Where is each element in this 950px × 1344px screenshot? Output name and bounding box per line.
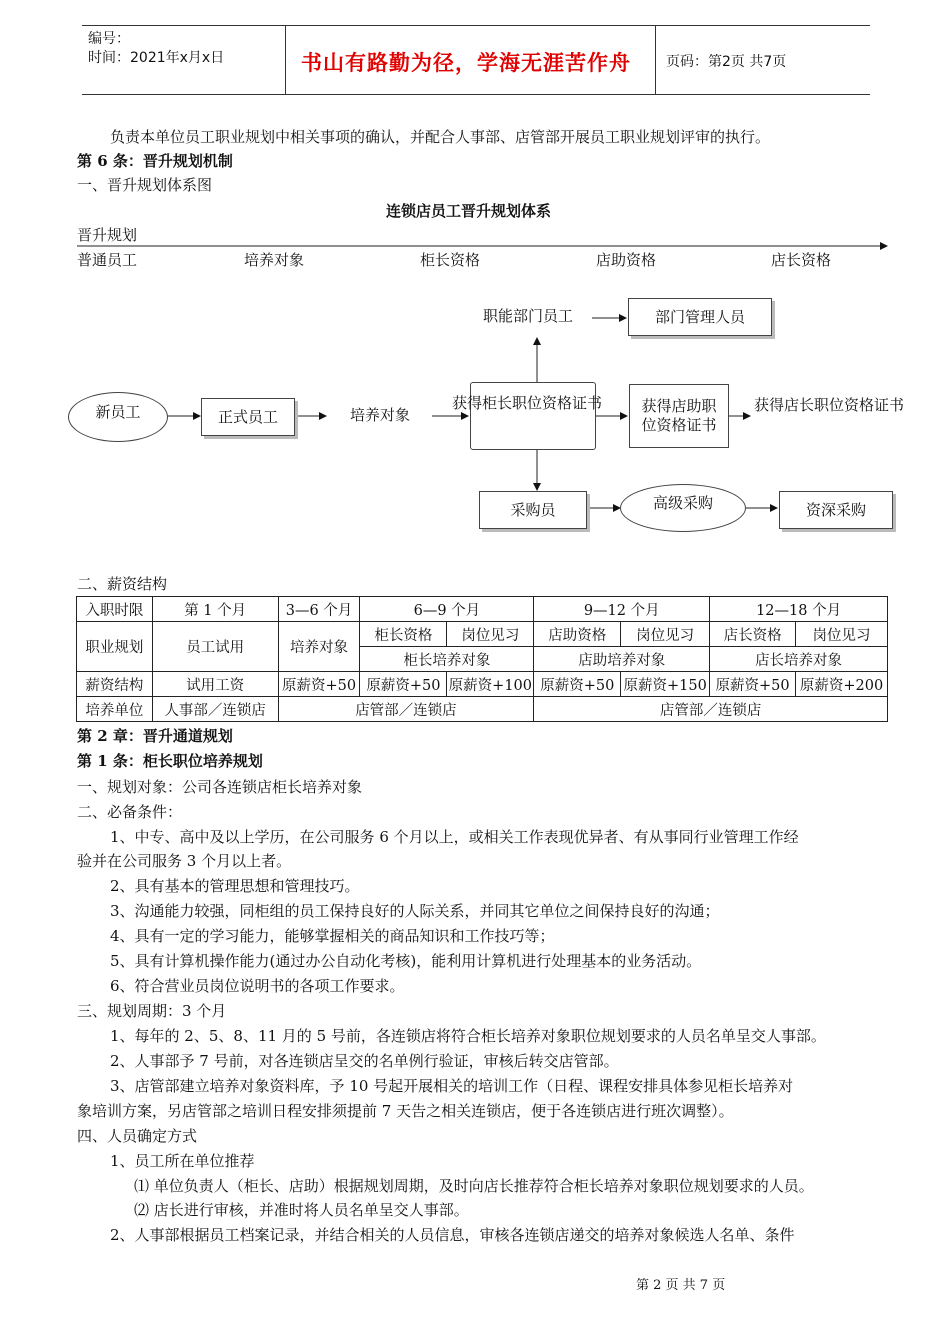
table-cell: 薪资结构 — [77, 672, 153, 697]
table-cell: 岗位见习 — [621, 622, 710, 647]
node-assistant-cert — [629, 384, 729, 448]
requirement-6: 6、符合营业员岗位说明书的各项工作要求。 — [110, 977, 405, 995]
table-cell: 店助培养对象 — [534, 647, 710, 672]
article6-section1: 一、晋升规划体系图 — [77, 176, 213, 194]
table-cell: 试用工资 — [152, 672, 278, 697]
node-assistant-cert-line2: 位资格证书 — [641, 416, 717, 434]
selection-method-1: 1、员工所在单位推荐 — [110, 1152, 255, 1170]
requirements-heading: 二、必备条件： — [77, 803, 183, 821]
diagram-connectors — [0, 0, 950, 560]
article6-title: 第 6 条：晋升规划机制 — [77, 152, 233, 170]
table-cell: 店长培养对象 — [710, 647, 888, 672]
chapter2-title: 第 2 章：晋升通道规划 — [77, 727, 233, 745]
node-assistant-cert-line1: 获得店助职 — [641, 397, 717, 415]
node-trainee: 培养对象 — [350, 406, 411, 424]
table-cell: 入职时限 — [77, 597, 153, 622]
serial-label: 编号： — [88, 31, 130, 47]
table-cell: 原薪资+50 — [278, 672, 360, 697]
salary-section-title: 二、薪资结构 — [77, 575, 168, 593]
node-buyer-label: 采购员 — [510, 500, 556, 519]
axis-label: 晋升规划 — [77, 226, 138, 244]
node-dept-manager-label: 部门管理人员 — [654, 307, 745, 326]
node-senior-buyer-label: 高级采购 — [652, 493, 713, 512]
cycle-step-3b: 象培训方案，另店管部之培训日程安排须提前 7 天告之相关连锁店，便于各连锁店进行班次调整）。 — [77, 1102, 734, 1120]
requirement-5: 5、具有计算机操作能力(通过办公自动化考核)，能利用计算机进行处理基本的业务活动。 — [110, 952, 702, 970]
table-cell: 店管部／连锁店 — [278, 697, 534, 722]
table-cell: 员工试用 — [152, 622, 278, 672]
plan-cycle-heading: 三、规划周期：3 个月 — [77, 1002, 227, 1020]
requirement-1b: 验并在公司服务 3 个月以上者。 — [77, 852, 292, 870]
stage-label: 店长资格 — [771, 251, 832, 269]
table-cell: 店管部／连锁店 — [534, 697, 888, 722]
table-cell: 6—9 个月 — [360, 597, 534, 622]
table-cell: 9—12 个月 — [534, 597, 710, 622]
table-row — [77, 622, 888, 647]
node-counter-cert-label: 获得柜长职位资格证书 — [452, 394, 603, 412]
requirement-1a: 1、中专、高中及以上学历，在公司服务 6 个月以上，或相关工作表现优异者、有从事同行业管理工作经 — [110, 828, 799, 846]
table-cell: 职业规划 — [77, 622, 153, 672]
salary-table — [76, 596, 888, 722]
table-cell: 人事部／连锁店 — [152, 697, 278, 722]
table-cell: 柜长培养对象 — [360, 647, 534, 672]
page-footer: 第 2 页 共 7 页 — [636, 1278, 726, 1293]
requirement-2: 2、具有基本的管理思想和管理技巧。 — [110, 877, 360, 895]
node-new-staff-label: 新员工 — [95, 402, 141, 421]
table-row — [77, 597, 888, 622]
stage-label: 普通员工 — [77, 251, 138, 269]
node-dept-manager — [628, 298, 772, 336]
node-regular-staff-label: 正式员工 — [217, 407, 278, 426]
node-veteran-buyer — [779, 491, 893, 529]
node-functional-staff: 职能部门员工 — [483, 307, 574, 325]
node-regular-staff — [201, 398, 295, 436]
table-cell: 12—18 个月 — [710, 597, 888, 622]
node-veteran-buyer-label: 资深采购 — [805, 500, 866, 519]
node-buyer — [479, 491, 587, 529]
selection-method-2: 2、人事部根据员工档案记录，并结合相关的人员信息，审核各连锁店递交的培养对象候选人名单、条件 — [110, 1226, 795, 1244]
cycle-step-3a: 3、店管部建立培养对象资料库，予 10 号起开展相关的培训工作（日程、课程安排具体参见柜长培养对 — [110, 1077, 794, 1095]
table-cell: 店长资格 — [710, 622, 796, 647]
stage-label: 柜长资格 — [420, 251, 481, 269]
node-senior-buyer — [620, 484, 746, 532]
table-cell: 店助资格 — [534, 622, 621, 647]
stage-label: 店助资格 — [596, 251, 657, 269]
header-motto: 书山有路勤为径，学海无涯苦作舟 — [301, 50, 631, 75]
stage-label: 培养对象 — [244, 251, 305, 269]
table-cell: 培养对象 — [278, 622, 360, 672]
table-cell: 原薪资+50 — [710, 672, 796, 697]
table-cell: 柜长资格 — [360, 622, 447, 647]
table-cell: 第 1 个月 — [152, 597, 278, 622]
selection-method-1b: ⑵ 店长进行审核，并准时将人员名单呈交人事部。 — [134, 1201, 469, 1219]
plan-target: 一、规划对象：公司各连锁店柜长培养对象 — [77, 778, 363, 796]
table-cell: 3—6 个月 — [278, 597, 360, 622]
node-manager-cert: 获得店长职位资格证书 — [754, 396, 905, 414]
requirement-4: 4、具有一定的学习能力，能够掌握相关的商品知识和工作技巧等； — [110, 927, 555, 945]
table-cell: 原薪资+100 — [447, 672, 534, 697]
page-info: 页码：第2页 共7页 — [666, 54, 787, 70]
table-cell: 原薪资+200 — [796, 672, 888, 697]
table-cell: 原薪资+50 — [534, 672, 621, 697]
table-cell: 培养单位 — [77, 697, 153, 722]
diagram-title: 连锁店员工晋升规划体系 — [386, 202, 552, 220]
table-row — [77, 672, 888, 697]
table-cell: 岗位见习 — [796, 622, 888, 647]
table-row — [77, 697, 888, 722]
selection-heading: 四、人员确定方式 — [77, 1127, 198, 1145]
requirement-3: 3、沟通能力较强，同柜组的员工保持良好的人际关系，并同其它单位之间保持良好的沟通； — [110, 902, 720, 920]
table-cell: 岗位见习 — [447, 622, 534, 647]
table-cell: 原薪资+150 — [621, 672, 710, 697]
table-cell: 原薪资+50 — [360, 672, 447, 697]
node-new-staff — [68, 392, 168, 442]
chapter2-article1: 第 1 条：柜长职位培养规划 — [77, 752, 263, 770]
cycle-step-1: 1、每年的 2、5、8、11 月的 5 号前，各连锁店将符合柜长培养对象职位规划要求的人员名单呈交人事部。 — [110, 1027, 826, 1045]
intro-paragraph: 负责本单位员工职业规划中相关事项的确认，并配合人事部、店管部开展员工职业规划评审的执行。 — [110, 128, 771, 146]
time-label: 时间：2021年x月x日 — [88, 50, 225, 66]
selection-method-1a: ⑴ 单位负责人（柜长、店助）根据规划周期，及时向店长推荐符合柜长培养对象职位规划要求的人员。 — [134, 1177, 814, 1195]
cycle-step-2: 2、人事部予 7 号前，对各连锁店呈交的名单例行验证，审核后转交店管部。 — [110, 1052, 619, 1070]
